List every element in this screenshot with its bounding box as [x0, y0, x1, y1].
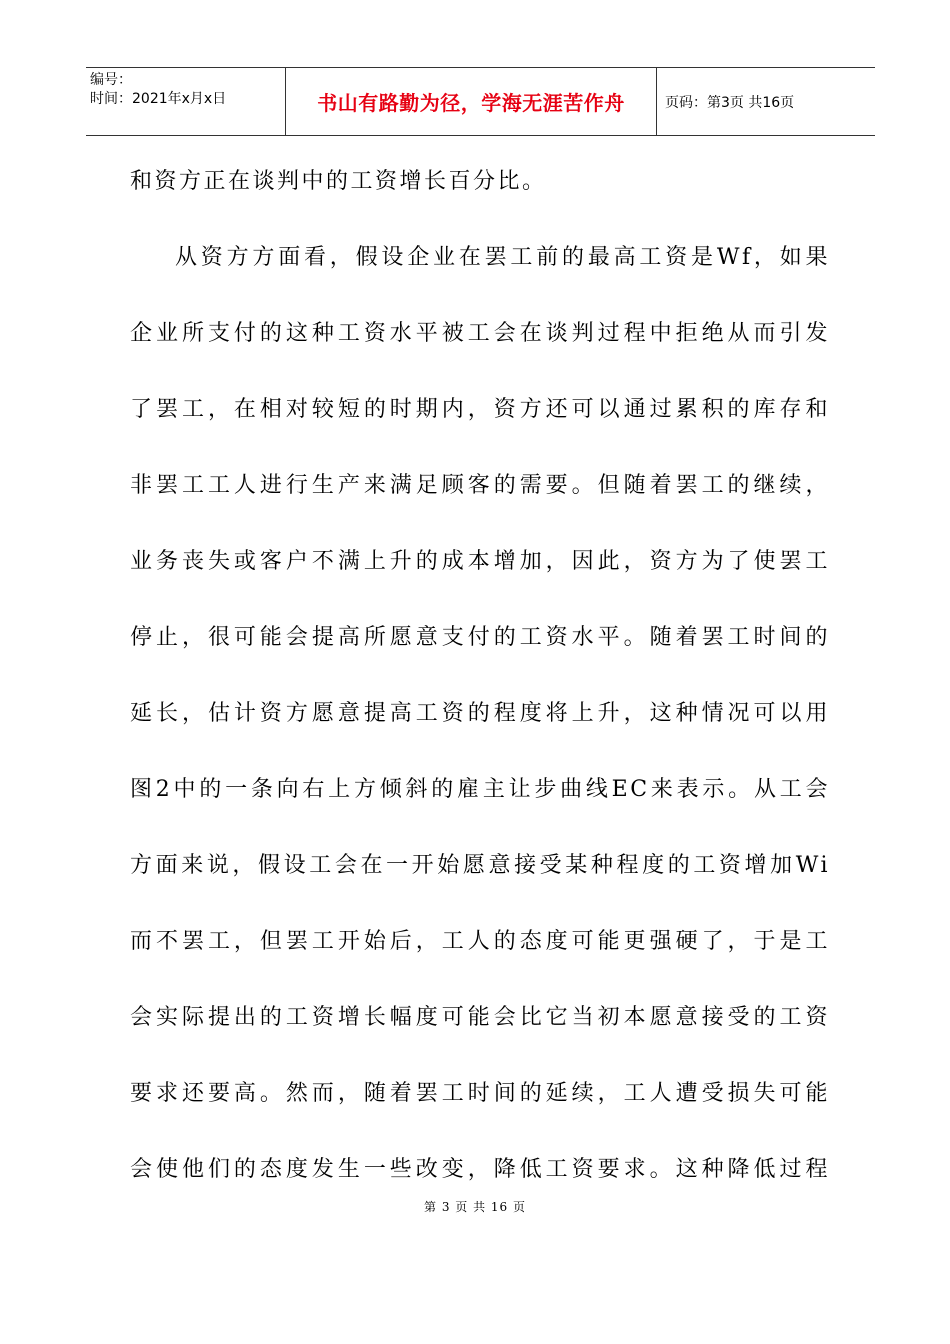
header-motto-cell: [286, 68, 657, 135]
header-page-cell: [657, 68, 875, 135]
body-line: 企业所支付的这种工资水平被工会在谈判过程中拒绝从而引发: [130, 321, 830, 346]
body-line: 而不罢工，但罢工开始后，工人的态度可能更强硬了，于是工: [130, 929, 830, 954]
document-time-label: 时间：2021年x月x日: [90, 91, 227, 107]
body-line: 和资方正在谈判中的工资增长百分比。: [130, 169, 547, 194]
page-footer: 第 3 页 共 16 页: [424, 1200, 526, 1214]
body-line: 从资方方面看，假设企业在罢工前的最高工资是Wf，如果: [175, 245, 830, 270]
document-number-label: 编号：: [90, 72, 132, 88]
document-header: [86, 67, 875, 136]
body-line: 非罢工工人进行生产来满足顾客的需要。但随着罢工的继续，: [130, 473, 830, 498]
body-line: 停止，很可能会提高所愿意支付的工资水平。随着罢工时间的: [130, 625, 830, 650]
body-line: 会实际提出的工资增长幅度可能会比它当初本愿意接受的工资: [130, 1005, 830, 1030]
body-line: 要求还要高。然而，随着罢工时间的延续，工人遭受损失可能: [130, 1081, 830, 1106]
header-meta-cell: [86, 68, 286, 135]
header-page-info: 页码：第3页 共16页: [665, 94, 795, 111]
header-motto: 书山有路勤为径，学海无涯苦作舟: [317, 91, 625, 115]
body-line: 会使他们的态度发生一些改变，降低工资要求。这种降低过程: [130, 1157, 830, 1182]
body-line: 延长，估计资方愿意提高工资的程度将上升，这种情况可以用: [130, 701, 830, 726]
body-line: 方面来说，假设工会在一开始愿意接受某种程度的工资增加Wi: [130, 853, 830, 878]
body-line: 了罢工，在相对较短的时期内，资方还可以通过累积的库存和: [130, 397, 830, 422]
body-line: 业务丧失或客户不满上升的成本增加，因此，资方为了使罢工: [130, 549, 830, 574]
body-line: 图2中的一条向右上方倾斜的雇主让步曲线EC来表示。从工会: [130, 777, 830, 802]
